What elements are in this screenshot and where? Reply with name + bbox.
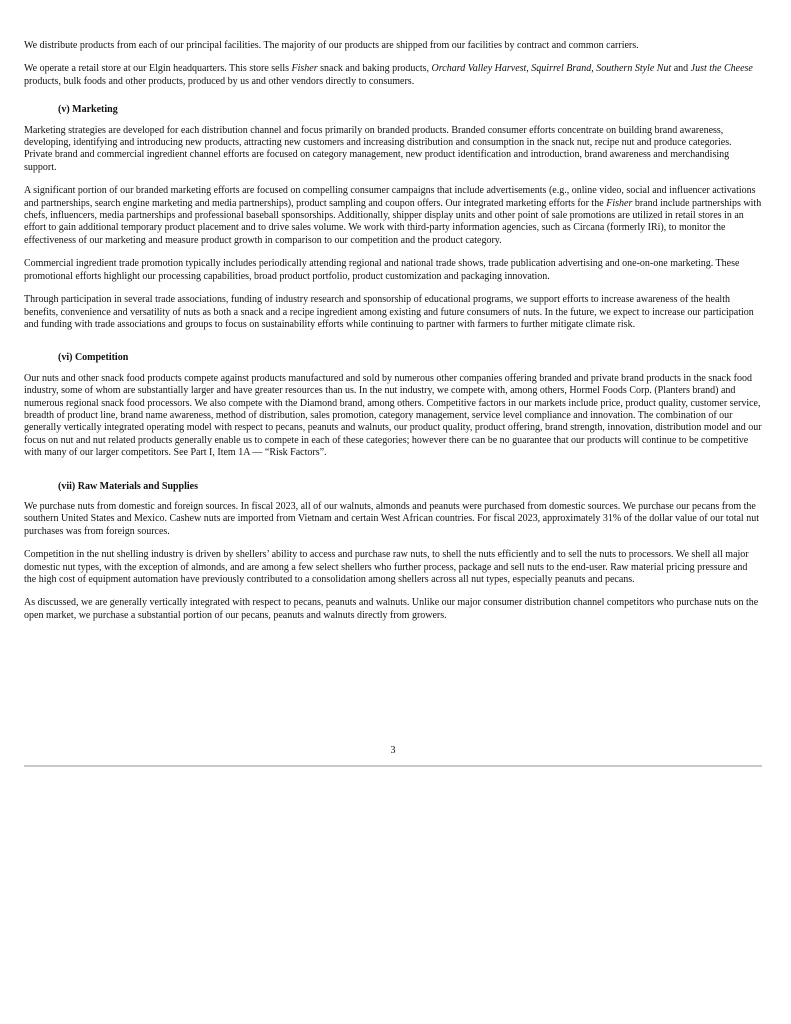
marketing-paragraph-2 [24,185,762,247]
marketing-paragraph-1: Marketing strategies are developed for each distribution channel and focus primarily on branded products. Branded consumer efforts concentrate on building brand awareness, developing, identifying and introducing new products, attracting new customers and increasing distribution and consumption in the snack nut, recipe nut and produce categories. Private brand and commercial ingredient channel efforts are focused on category management, new product identification and introduction, brand awareness and merchandising support. [24,124,732,173]
marketing-paragraph-3: Commercial ingredient trade promotion typically includes periodically attending regional and national trade shows, trade publication advertising and one-on-one marketing. These promotional efforts highlight our processing capabilities, broad product portfolio, product customization and packaging innovation. [24,258,740,282]
marketing-paragraph-4: Through participation in several trade associations, funding of industry research and sponsorship of educational programs, we support efforts to increase awareness of the health benefits, convenience and versatility of nuts as both a snack and a recipe ingredient among existing and future consumers of nuts. In the future, we expect to increase our participation and funding with trade associations and groups to focus on sustainability efforts while continuing to partner with farmers to further mitigate climate risk. [24,294,754,330]
distribution-paragraph: We distribute products from each of our principal facilities. The majority of our products are shipped from our facilities by contract and common carriers. [24,40,639,51]
raw-materials-paragraph-1: We purchase nuts from domestic and foreign sources. In fiscal 2023, all of our walnuts, almonds and peanuts were purchased from domestic sources. We purchase our pecans from the southern United States and Mexico. Cashew nuts are imported from Vietnam and certain West African countries. For fiscal 2023, approximately 31% of the dollar value of our total nut purchases was from foreign sources. [24,500,759,537]
text-run: We operate a retail store at our Elgin headquarters. This store sells [24,63,292,75]
document-page [24,40,762,633]
section-heading-raw-materials: (vii) Raw Materials and Supplies [58,480,199,492]
brand-fisher: Fisher [291,63,318,75]
competition-paragraph: Our nuts and other snack food products compete against products manufactured and sold by numerous other companies offering branded and private brand products in the snack food industry, some of whom are substantially larger and have greater resources than us. In the nut industry, we compete with, among others, Hormel Foods Corp. (Planters brand) and numerous regional snack food processors. We also compete with the Diamond brand, among others. Competitive factors in our markets include price, product quality, customer service, breadth of product line, brand name awareness, method of distribution, sales promotion, category management, service level compliance and innovation. The combination of our generally vertically integrated operating model with respect to pecans, peanuts and walnuts, our product quality, product offering, brand strength, innovation, distribution model and our focus on nut and nut related products generally enable us to compete in each of these categories; however there can be no guarantee that our products will continue to be competitive with many of our larger competitors. See Part I, Item 1A — “Risk Factors”. [24,372,762,459]
raw-materials-paragraph-2: Competition in the nut shelling industry is driven by shellers’ ability to access and purchase raw nuts, to shell the nuts efficiently and to sell the nuts to processors. We shell all major domestic nut types, with the exception of almonds, and are among a few select shellers who further process, package and sell nuts to the end-user. Raw material pricing pressure and the high cost of equipment automation have previously contributed to a consolidation among shellers across all nut types, especially peanuts and pecans. [24,549,749,585]
section-heading-marketing: (v) Marketing [58,104,118,116]
section-heading-competition: (vi) Competition [58,352,129,364]
brand-list: Orchard Valley Harvest, Squirrel Brand, Southern Style Nut [431,63,672,75]
text-run: snack and baking products, [317,63,432,75]
brand-just-the-cheese: Just the Cheese [690,63,753,75]
text-run: A significant portion of our branded marketing efforts are focused on compelling consumer campaigns that include advertisements (e.g., online video, social and influencer activations and partnerships, search engine marketing and media partnerships), product sampling and coupon offers. Our integrated marketing efforts for the [24,185,756,209]
raw-materials-paragraph-3: As discussed, we are generally vertically integrated with respect to pecans, peanuts and walnuts. Unlike our major consumer distribution channel competitors who purchase nuts on the open market, we purchase a substantial portion of our pecans, peanuts and walnuts directly from growers. [24,597,759,621]
brand-fisher: Fisher [606,197,633,209]
page-divider [24,765,762,767]
text-run: and [671,63,691,75]
text-run: brand include partnerships with chefs, influencers, media partnerships and professional baseball sponsorships. Additionally, shipper display units and other point of sale promotions are utilized in retail stores in an effort to gain additional temporary product placement and to drive sales volume. We work with third-party information agencies, such as Circana (formerly IRi), to monitor the effectiveness of our marketing and measure product growth in comparison to our competition and the product category. [24,197,762,246]
text-run: products, bulk foods and other products, produced by us and other vendors directly to consumers. [24,75,415,87]
page-number: 3 [390,745,396,756]
retail-store-paragraph [24,63,762,88]
